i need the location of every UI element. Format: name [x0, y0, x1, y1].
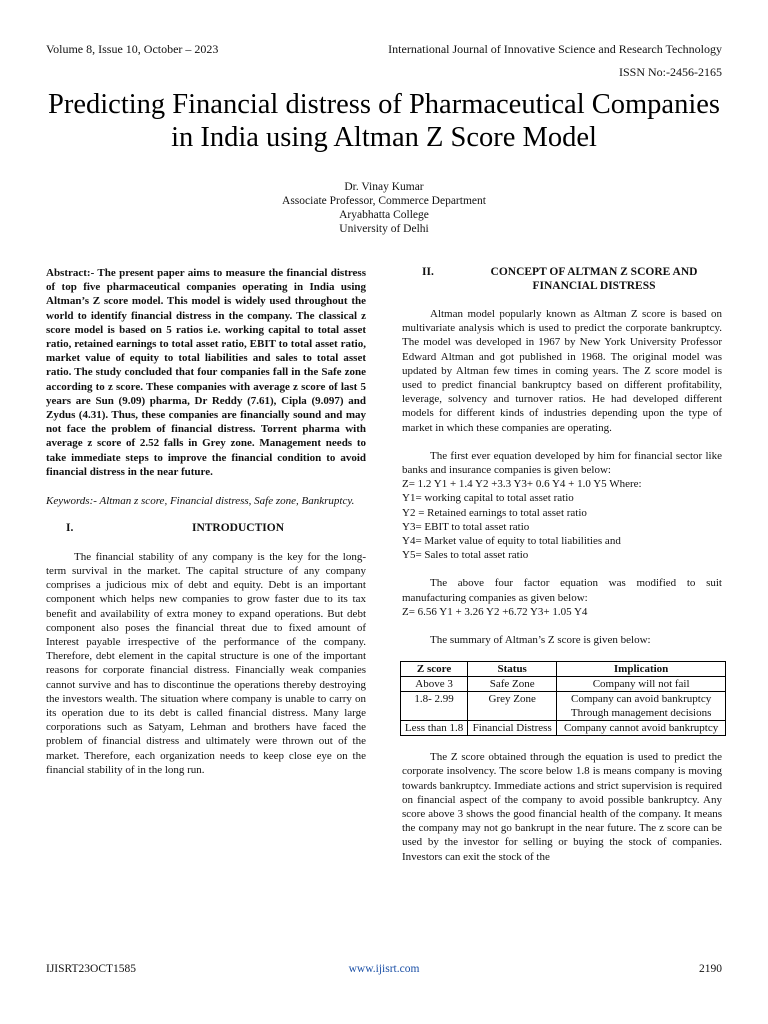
- section-2-title: CONCEPT OF ALTMAN Z SCORE AND FINANCIAL DISTRESS: [490, 266, 698, 292]
- equation-manufacturing: Z= 6.56 Y1 + 3.26 Y2 +6.72 Y3+ 1.05 Y4: [402, 605, 588, 618]
- author-position: Associate Professor, Commerce Department: [282, 195, 486, 207]
- paper-code: IJISRT23OCT1585: [46, 963, 137, 975]
- cell-status: Financial Distress: [468, 721, 557, 736]
- section-1-title: INTRODUCTION: [191, 522, 284, 535]
- abstract: Abstract:- The present paper aims to measure the financial distress of top five pharmaceutical companies operating in India using Altman’s Z score model. This model is widely used throughout the world to identify financial distress in the company. The classical z score model is based on 5 ratios i.e. working capital to total asset ratio, retained earnings to total asset ratio, EBIT to total asset ratio, market value of equity to total liabilities and sales to total asset ratio. The study concluded that four companies fall in the Safe zone according to z score. These companies with average z score of last 5 years are Sun (9.09) pharma, Dr Reddy (7.61), Cipla (9.097) and Zydus (4.31). Thus, these companies are financially sound and may not face the problem of financial distress. Torrent pharma with average z score of 2.52 falls in Grey zone. Management needs to take immediate steps to improve the financial condition to avoid financial distress in the near future.: [46, 267, 366, 478]
- definition-y5: Y5= Sales to total asset ratio: [402, 549, 529, 562]
- cell-implication: Company cannot avoid bankruptcy: [557, 721, 726, 736]
- cell-implication: Company will not fail: [557, 677, 726, 692]
- author-college: Aryabhatta College: [339, 209, 429, 221]
- definition-y3: Y3= EBIT to total asset ratio: [402, 520, 530, 533]
- header-z-score: Z score: [401, 662, 468, 677]
- issn: ISSN No:-2456-2165: [618, 65, 722, 79]
- altman-paragraph-3: The above four factor equation was modified to suit manufacturing companies as given below:: [402, 577, 722, 604]
- table-header-row: [401, 662, 726, 677]
- implication-line: Through management decisions: [570, 707, 712, 720]
- table-row: [401, 721, 726, 736]
- cell-score: 1.8- 2.99: [401, 692, 468, 721]
- cell-status: Safe Zone: [468, 677, 557, 692]
- website-link[interactable]: www.ijisrt.com: [348, 963, 420, 975]
- altman-paragraph-1: Altman model popularly known as Altman Z score is based on multivariate analysis which is used to predict the corporate bankruptcy. The model was developed in 1967 by New York University Professor Edward Altman and got published in 1968. The original model was updated by Altman few times in coming years. The Z score model is used to predict financial bankruptcy based on different profitability, leverage, solvency and turnover ratios. He had developed different models for different kinds of industries depending upon the type of market in which these companies are operating.: [402, 308, 722, 434]
- cell-status: Grey Zone: [468, 692, 557, 721]
- header-status: Status: [468, 662, 557, 677]
- section-2-heading: [402, 266, 722, 293]
- volume-issue: Volume 8, Issue 10, October – 2023: [46, 42, 219, 56]
- journal-name: International Journal of Innovative Science and Research Technology: [388, 42, 722, 56]
- altman-paragraph-4: The summary of Altman’s Z score is given below:: [430, 634, 651, 647]
- section-1-heading: [46, 522, 366, 536]
- introduction-paragraph: The financial stability of any company is the key for the long-term survival in the market. The capital structure of any company comprises a judicious mix of debt and equity. Debt is an important component which helps new companies to grow faster due to its tax benefit and availability of extra money to expand operations. But debt component also poses the financial threat due to fixed amount of Interest payable irrespective of the performance of the company. Therefore, debt element in the capital structure is one of the important reasons for corporate financial distress. Financially weak companies cannot survive and has to discontinue the operations thereby destroying the investors wealth. The situation where company is unable to carry on its operation due to its debt is called financial distress. Many large corporations such as Satyam, Lehman and brothers have faced the problem of financial distress and ultimately were thrown out of the market. Therefore, each organization needs to keep close eye on the financial stability of in the long run.: [46, 550, 366, 776]
- z-score-table: [400, 661, 726, 736]
- cell-score: Less than 1.8: [401, 721, 468, 736]
- definition-y1: Y1= working capital to total asset ratio: [402, 492, 574, 505]
- altman-paragraph-2: The first ever equation developed by him for financial sector like banks and insurance companies is given below:: [402, 449, 722, 477]
- author-university: University of Delhi: [339, 223, 429, 235]
- table-row: [401, 677, 726, 692]
- keywords: Keywords:- Altman z score, Financial distress, Safe zone, Bankruptcy.: [46, 495, 355, 508]
- cell-implication: [557, 692, 726, 721]
- page-number: 2190: [699, 963, 722, 975]
- header-implication: Implication: [557, 662, 726, 677]
- author-block: [0, 180, 768, 236]
- cell-score: Above 3: [401, 677, 468, 692]
- definition-y2: Y2 = Retained earnings to total asset ratio: [402, 506, 587, 519]
- altman-paragraph-5: The Z score obtained through the equation is used to predict the corporate insolvency. The score below 1.8 is means company is moving towards bankruptcy. Immediate actions and strict supervision is required on financial aspect of the company to avoid possible bankruptcy. Any score above 3 shows the good financial health of the company. It means the company may not go bankrupt in the near future. The z score can be used by the investor for selling or buying the stock of companies. Investors can exit the stock of the: [402, 751, 722, 863]
- definition-y4: Y4= Market value of equity to total liabilities and: [402, 535, 621, 548]
- section-2-number: II.: [422, 266, 434, 278]
- table-row: [401, 692, 726, 721]
- author-name: Dr. Vinay Kumar: [344, 181, 424, 193]
- equation-financial: Z= 1.2 Y1 + 1.4 Y2 +3.3 Y3+ 0.6 Y4 + 1.0 Y5 Where:: [402, 478, 642, 491]
- implication-line: Company can avoid bankruptcy: [571, 693, 712, 706]
- left-column: [46, 266, 366, 777]
- paper-title: Predicting Financial distress of Pharmaceutical Companies in India using Altman Z Score Model: [48, 89, 720, 153]
- section-1-number: I.: [66, 522, 74, 535]
- right-column: [402, 266, 722, 864]
